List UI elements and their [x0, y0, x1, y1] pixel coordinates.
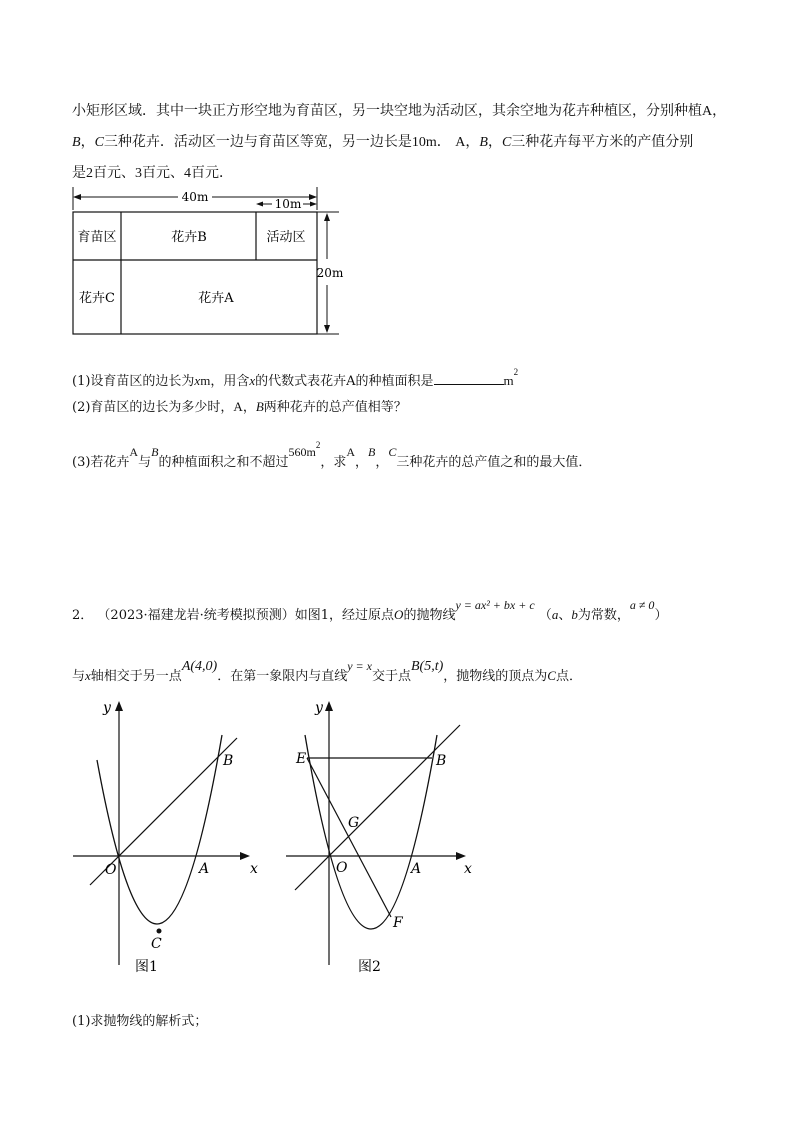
- problem-text: 的抛物线: [403, 608, 456, 623]
- figure-1-caption: 图1: [135, 959, 158, 975]
- point-f-label: F: [393, 915, 403, 931]
- var-c: C: [501, 135, 512, 150]
- q1-text: ，用含: [210, 374, 250, 389]
- punct: ．: [436, 134, 451, 150]
- var-c: C: [388, 445, 397, 459]
- problem-source: （2023·福建龙岩·统考模拟预测）如图1，经过原点: [97, 608, 395, 623]
- figure-2: [280, 695, 500, 985]
- problem-text: 轴相交于另一点: [90, 669, 182, 684]
- q1-text: 的代数式表花卉A的种植面积是: [255, 374, 434, 389]
- var-a: A: [346, 445, 355, 459]
- problem-2-line-2: [72, 659, 582, 685]
- q3-text: ，求: [320, 455, 347, 470]
- value-3: 3: [135, 166, 142, 181]
- intro-line-2: [72, 131, 693, 151]
- rect-diagram: [0, 186, 800, 346]
- point-a-label: A: [199, 861, 210, 877]
- point-a-label: A: [411, 861, 422, 877]
- q2-text: (2)育苗区的边长为多少时，: [72, 400, 234, 415]
- unit: 百元、: [142, 165, 184, 181]
- q1-text: (1)设育苗区的边长为: [72, 374, 195, 389]
- x-axis-label: x: [250, 861, 258, 877]
- unit-m2: m: [503, 373, 514, 388]
- question-2: [72, 396, 407, 415]
- height-label: 20m: [316, 266, 344, 280]
- problem-text: 交于点: [371, 669, 411, 684]
- var-b: B: [255, 399, 264, 414]
- var-c: C: [547, 668, 556, 683]
- point-b-label: B: [436, 753, 447, 769]
- var-a: A: [702, 104, 713, 119]
- value-2: 2: [86, 166, 93, 181]
- var-a-lower: a: [551, 607, 559, 622]
- origin-label: O: [105, 862, 117, 878]
- problem-2-line-1: [72, 598, 668, 623]
- punct: ）: [654, 608, 668, 623]
- answer-blank: [434, 372, 504, 385]
- figure-1: [65, 695, 265, 985]
- punct: ，: [80, 134, 95, 150]
- var-a: A: [129, 445, 139, 459]
- area-value: 560m: [288, 445, 316, 459]
- punct: ，: [465, 134, 480, 150]
- y-axis-label: y: [103, 700, 111, 716]
- var-a: A: [455, 135, 466, 150]
- vertex-c-label: C: [151, 936, 162, 952]
- problem-text: ．在第一象限内与直线: [217, 669, 348, 684]
- cell-flower-b: 花卉B: [171, 230, 207, 245]
- q3-text: 的种植面积之和不超过: [158, 455, 289, 470]
- superscript: 2: [513, 367, 519, 377]
- intro-line-3: [72, 162, 233, 182]
- width-label: 40m: [181, 190, 209, 204]
- problem-text: 与: [72, 669, 86, 684]
- var-b-lower: b: [571, 607, 578, 622]
- question-3: [72, 440, 591, 470]
- q3-text: 与: [138, 455, 152, 470]
- problem-number: 2．: [72, 608, 94, 623]
- unit: 百元、: [93, 165, 135, 181]
- var-b: B: [72, 135, 81, 150]
- var-x: x: [194, 373, 201, 388]
- problem-text: 点．: [555, 669, 582, 684]
- point-a: A(4,0): [181, 659, 218, 674]
- figure-2-caption: 图2: [358, 959, 381, 975]
- value-4: 4: [184, 166, 191, 181]
- point-g-label: G: [348, 815, 360, 831]
- question-1: [72, 367, 518, 389]
- point-b: B(5,t): [410, 659, 444, 674]
- intro-text: 是: [72, 165, 86, 181]
- q2-text: 两种花卉的总产值相等？: [263, 400, 407, 415]
- point-b-label: B: [223, 753, 234, 769]
- superscript: 2: [315, 440, 321, 450]
- var-o: O: [394, 607, 404, 622]
- point-e-label: E: [296, 751, 307, 767]
- var-b: B: [479, 135, 488, 150]
- q3-text: (3)若花卉: [72, 455, 130, 470]
- intro-text: 小矩形区域．其中一块正方形空地为育苗区，另一块空地为活动区，其余空地为花卉种植区，分别种植: [72, 103, 702, 119]
- cell-activity: 活动区: [266, 230, 306, 245]
- unit: 百元．: [191, 165, 233, 181]
- punct: ，: [375, 455, 389, 470]
- problem-text: 为常数，: [577, 608, 630, 623]
- cell-nursery: 育苗区: [77, 230, 117, 245]
- punct: ，: [355, 455, 369, 470]
- cell-flower-a: 花卉A: [198, 291, 234, 306]
- problem-2-question-1: (1)求抛物线的解析式；: [72, 1014, 208, 1029]
- intro-text: 三种花卉．活动区一边与育苗区等宽，另一边长是: [103, 134, 412, 150]
- punct: ，: [712, 103, 727, 119]
- q3-text: 三种花卉的总产值之和的最大值．: [396, 455, 592, 470]
- origin-label: O: [336, 860, 348, 876]
- var-x: x: [249, 373, 256, 388]
- var-x: x: [85, 668, 91, 683]
- var-c: C: [94, 135, 104, 150]
- var-b: B: [151, 445, 159, 459]
- y-axis-label: y: [315, 700, 323, 716]
- activity-width-label: 10m: [274, 197, 302, 211]
- line-equation: y = x: [347, 659, 372, 673]
- punct: 、: [558, 608, 572, 623]
- length-value: 10m: [411, 135, 437, 150]
- problem-text: （: [538, 608, 552, 623]
- var-a: A: [233, 399, 243, 414]
- unit-m: m: [200, 373, 211, 388]
- intro-text: 三种花卉每平方米的产值分别: [511, 134, 694, 150]
- parabola-equation: y = ax² + bx + c: [455, 598, 535, 612]
- cell-flower-c: 花卉C: [79, 291, 115, 306]
- var-b: B: [368, 445, 376, 459]
- punct: ，: [487, 134, 502, 150]
- condition: a ≠ 0: [629, 598, 655, 612]
- intro-line-1: [72, 100, 726, 120]
- problem-text: ，抛物线的顶点为: [443, 669, 548, 684]
- x-axis-label: x: [464, 861, 472, 877]
- punct: ，: [242, 400, 256, 415]
